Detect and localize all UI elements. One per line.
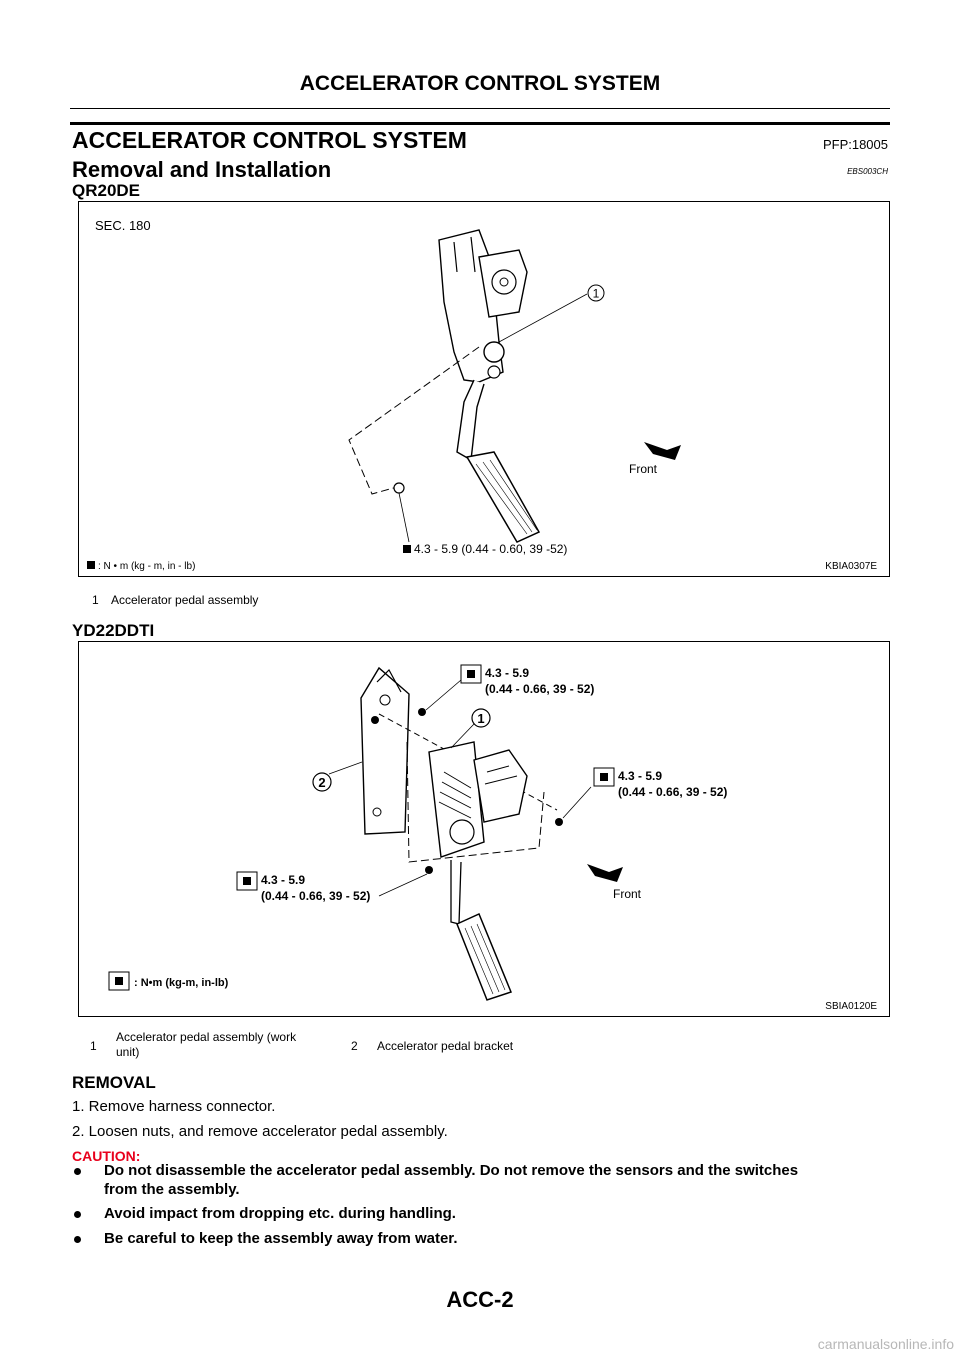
pfp-code: PFP:18005 (822, 137, 888, 152)
pedal-bracket-shape (361, 668, 409, 834)
torque-icon (87, 561, 95, 569)
legend-text-1: Accelerator pedal assembly (111, 593, 259, 607)
section-rule (70, 122, 890, 125)
removal-step-2: 2. Loosen nuts, and remove accelerator pedal assembly. (72, 1123, 448, 1140)
callout-1-label: 1 (477, 711, 485, 726)
pedal-illustration-qr20de (79, 202, 889, 576)
engine-heading-yd22ddti: YD22DDTI (72, 621, 155, 640)
bullet-icon (74, 1168, 81, 1175)
caution-item-3: Be careful to keep the assembly away from water. (104, 1230, 458, 1247)
caution-item-1-line2: from the assembly. (104, 1181, 240, 1198)
legend-num-2: 2 (351, 1039, 358, 1053)
torque-a-line2: (0.44 - 0.66, 39 - 52) (485, 682, 595, 696)
legend-num-1: 1 (92, 593, 99, 607)
unit-legend: : N • m (kg - m, in - lb) (98, 561, 196, 572)
running-header: ACCELERATOR CONTROL SYSTEM (299, 72, 661, 95)
legend-num-1: 1 (90, 1039, 97, 1053)
figure-qr20de (78, 201, 890, 577)
torque-value: 4.3 - 5.9 (0.44 - 0.60, 39 -52) (414, 542, 568, 556)
figure-id: KBIA0307E (825, 561, 877, 572)
torque-b-line1: 4.3 - 5.9 (618, 769, 663, 783)
sec-label: SEC. 180 (95, 218, 151, 233)
page-number: ACC-2 (446, 1287, 514, 1312)
legend-text-1-line1: Accelerator pedal assembly (work (116, 1030, 297, 1044)
front-label: Front (629, 462, 658, 476)
ebs-code: EBS003CH (847, 167, 888, 176)
torque-c-line2: (0.44 - 0.66, 39 - 52) (261, 889, 371, 903)
torque-icon (403, 545, 411, 553)
torque-b-line2: (0.44 - 0.66, 39 - 52) (618, 785, 728, 799)
watermark: carmanualsonline.info (817, 1336, 954, 1352)
header-rule (70, 108, 890, 109)
caution-label: CAUTION: (72, 1148, 141, 1164)
figure-yd22ddti (78, 641, 890, 1017)
legend-text-2: Accelerator pedal bracket (377, 1039, 514, 1053)
removal-heading: REMOVAL (72, 1073, 156, 1092)
engine-heading-qr20de: QR20DE (72, 181, 141, 200)
section-title: ACCELERATOR CONTROL SYSTEM (72, 127, 467, 153)
callout-2-label: 2 (318, 775, 326, 790)
bullet-icon (74, 1236, 81, 1243)
torque-c-line1: 4.3 - 5.9 (261, 873, 306, 887)
caution-item-1-line1: Do not disassemble the accelerator pedal assembly. Do not remove the sensors and the switches (104, 1162, 799, 1179)
unit-legend: : N•m (kg-m, in-lb) (134, 977, 229, 989)
front-arrow-icon (587, 864, 623, 882)
removal-step-1: 1. Remove harness connector. (72, 1098, 276, 1115)
caution-item-2: Avoid impact from dropping etc. during handling. (104, 1205, 456, 1222)
pedal-illustration-yd22ddti (79, 642, 889, 1016)
subsection-title: Removal and Installation (72, 157, 332, 182)
front-arrow-icon (644, 442, 681, 460)
torque-a-line1: 4.3 - 5.9 (485, 666, 530, 680)
figure-id: SBIA0120E (825, 1001, 877, 1012)
legend-text-1-line2: unit) (116, 1045, 140, 1059)
callout-1-label: 1 (592, 286, 600, 301)
bullet-icon (74, 1211, 81, 1218)
front-label: Front (613, 887, 642, 901)
pedal-pad-shape (467, 452, 539, 542)
